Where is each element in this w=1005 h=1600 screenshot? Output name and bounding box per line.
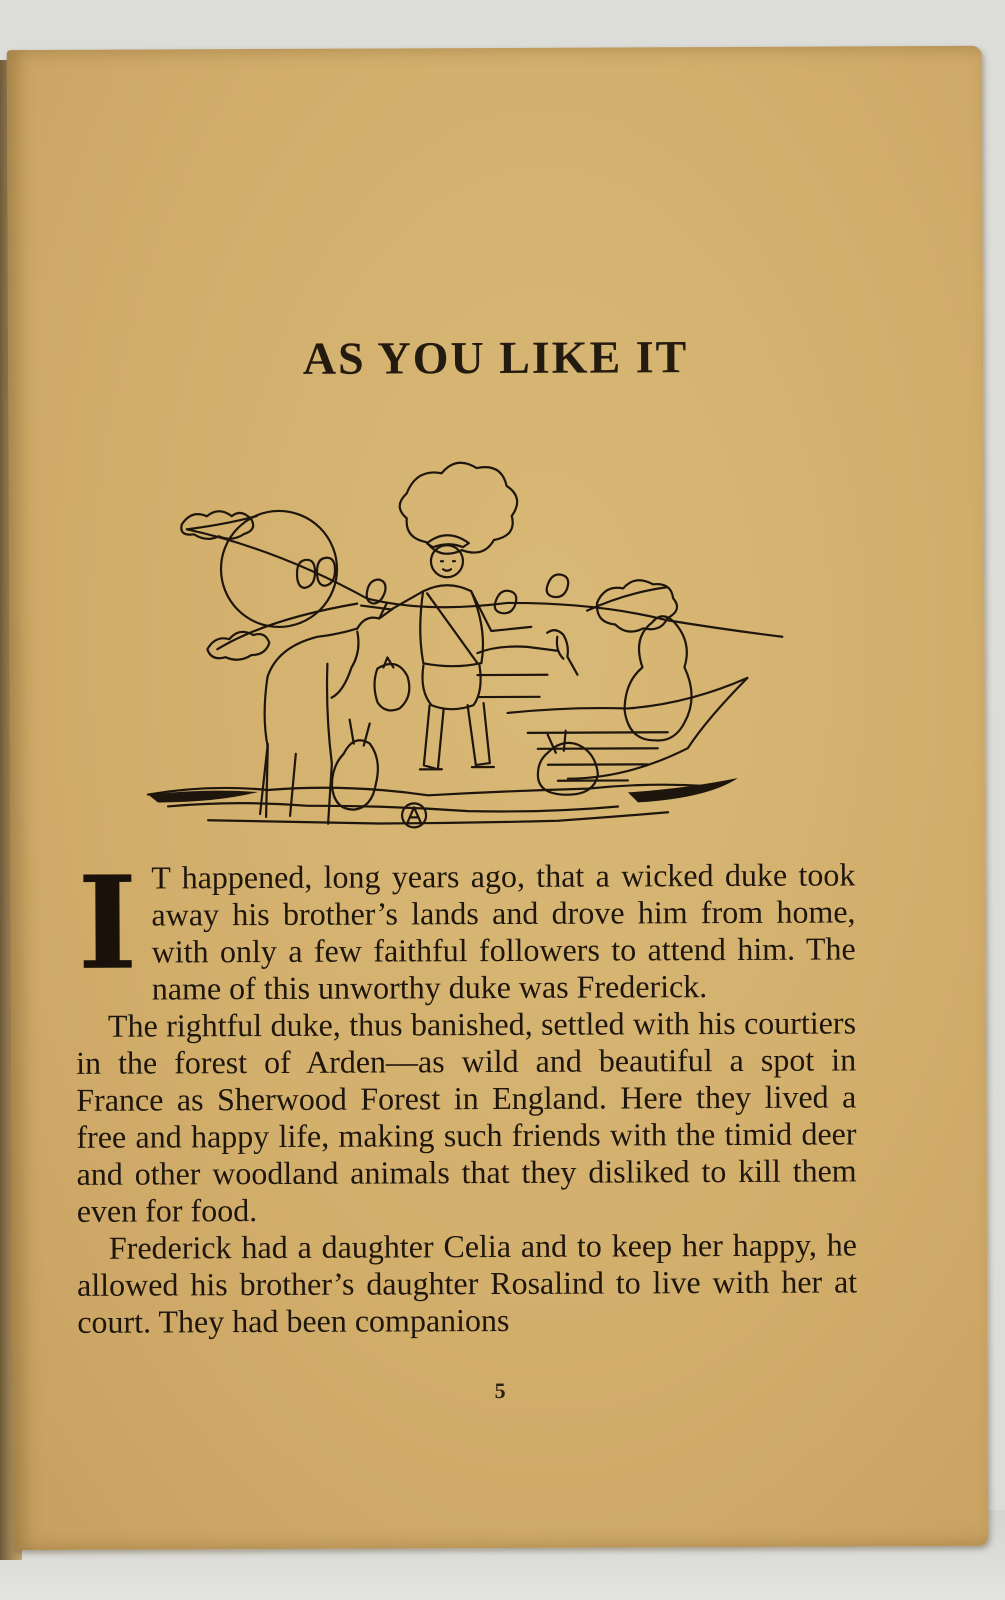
body-text [75,848,858,1340]
page-title: AS YOU LIKE IT [302,331,689,384]
paragraph [75,848,856,1007]
page-number: 5 [494,1377,506,1404]
paragraph-text: T happened, long years ago, that a wicked duke took away his brother’s lands and drove him from home, with only a few faithful followers to attend him. The name of this unworthy duke was Frederick. [151,856,856,1007]
paragraph: The rightful duke, thus banished, settled with his courtiers in the forest of Arden—as wild and beautiful a spot in France as Sherwood Forest in England. Here they lived a free and happy life, making such friends with the timid deer and other woodland animals that they disliked to kill them even for food. [76,1004,857,1229]
paragraph: Frederick had a daughter Celia and to keep her happy, he allowed his brother’s daughter Rosalind to live with her at court. They had been companions [77,1226,858,1340]
dropcap: I [77,848,138,999]
forest-scene-illustration-icon [126,452,788,835]
book-page [7,46,989,1550]
